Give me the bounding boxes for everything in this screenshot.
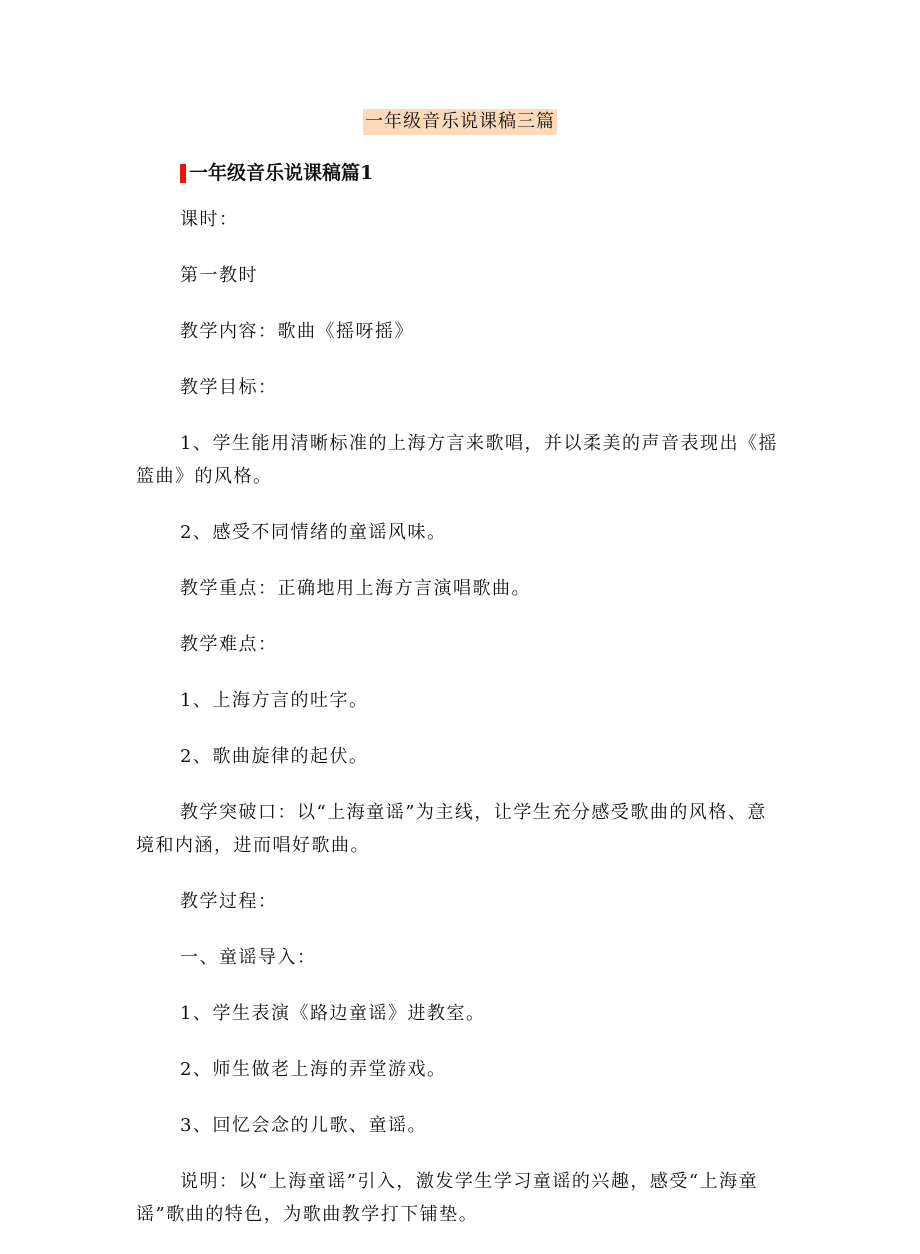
- paragraph: 1、上海方言的吐字。: [180, 690, 369, 711]
- paragraph: 一、童谣导入：: [180, 947, 317, 968]
- document-body: [136, 203, 786, 1254]
- document-title: 一年级音乐说课稿三篇: [363, 109, 557, 135]
- paragraph: 教学目标：: [180, 377, 278, 398]
- paragraph: 3、回忆会念的儿歌、童谣。: [180, 1115, 427, 1136]
- paragraph: 教学重点：正确地用上海方言演唱歌曲。: [180, 578, 531, 599]
- heading-marker: [180, 164, 186, 183]
- paragraph: 1、学生能用清晰标准的上海方言来歌唱，并以柔美的声音表现出《摇篮曲》的风格。: [136, 433, 778, 487]
- paragraph: 第一教时: [180, 265, 258, 286]
- paragraph: 2、感受不同情绪的童谣风味。: [180, 522, 447, 543]
- paragraph: 说明：以“上海童谣”引入，激发学生学习童谣的兴趣，感受“上海童谣”歌曲的特色，为歌曲教学打下铺垫。: [136, 1171, 759, 1225]
- paragraph: 教学过程：: [180, 891, 278, 912]
- paragraph: 2、师生做老上海的弄堂游戏。: [180, 1059, 447, 1080]
- paragraph: 教学难点：: [180, 634, 278, 655]
- section-heading: [180, 160, 373, 186]
- title-container: [0, 109, 920, 135]
- paragraph: 课时：: [180, 209, 239, 230]
- paragraph: 教学内容：歌曲《摇呀摇》: [180, 321, 414, 342]
- paragraph: 2、歌曲旋律的起伏。: [180, 746, 369, 767]
- section-heading-text: 一年级音乐说课稿篇1: [189, 162, 374, 184]
- paragraph: 1、学生表演《路边童谣》进教室。: [180, 1003, 486, 1024]
- paragraph: 教学突破口：以“上海童谣”为主线，让学生充分感受歌曲的风格、意境和内涵，进而唱好歌曲。: [136, 802, 767, 856]
